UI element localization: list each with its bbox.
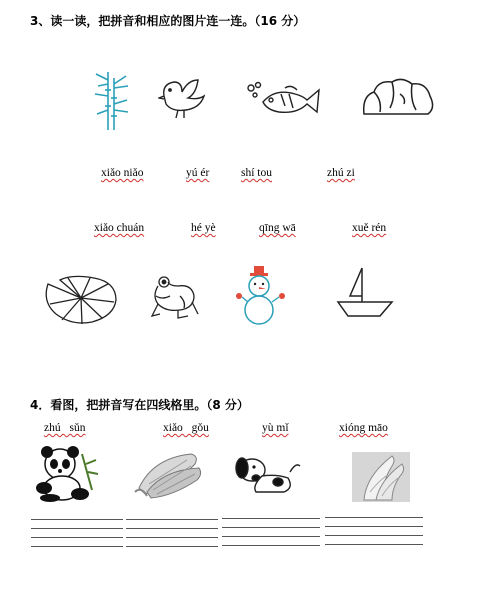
fish-icon [245, 80, 323, 122]
pinyin-yu-mi: yù mǐ [262, 422, 289, 434]
pinyin-yu-er: yú ér [186, 167, 210, 179]
sailboat-icon [336, 264, 394, 320]
pinyin-xue-ren: xuě rén [352, 222, 387, 234]
bird-icon [158, 74, 208, 122]
puppy-icon [234, 452, 304, 498]
pinyin-shi-tou: shí tou [241, 167, 272, 179]
pinyin-he-ye: hé yè [191, 222, 216, 234]
pinyin-qing-wa: qīng wā [259, 222, 296, 234]
panda-icon [30, 444, 102, 502]
corn-icon [133, 448, 205, 500]
bamboo-icon [92, 70, 132, 132]
pinyin-xiong-mao: xióng māo [339, 422, 388, 434]
pinyin-xiao-chuan: xiǎo chuán [94, 222, 145, 234]
four-line-grid-1[interactable] [31, 519, 123, 547]
question-4-title: 4．看图，把拼音写在四线格里。（8 分） [30, 398, 249, 412]
rock-icon [360, 74, 436, 122]
lotus-leaf-icon [42, 270, 120, 328]
frog-icon [148, 272, 200, 322]
pinyin-zhu-zi: zhú zi [327, 167, 355, 179]
question-3-title: 3、读一读，把拼音和相应的图片连一连。（16 分） [30, 14, 306, 28]
pinyin-xiao-niao: xiǎo niǎo [101, 167, 144, 179]
snowman-icon [234, 264, 290, 326]
four-line-grid-4[interactable] [325, 517, 423, 545]
pinyin-zhu-sun: zhú sǔn [44, 422, 86, 434]
bamboo-shoot-icon [352, 452, 410, 502]
pinyin-xiao-gou: xiǎo gǒu [163, 422, 209, 434]
four-line-grid-3[interactable] [222, 518, 320, 546]
four-line-grid-2[interactable] [126, 519, 218, 547]
